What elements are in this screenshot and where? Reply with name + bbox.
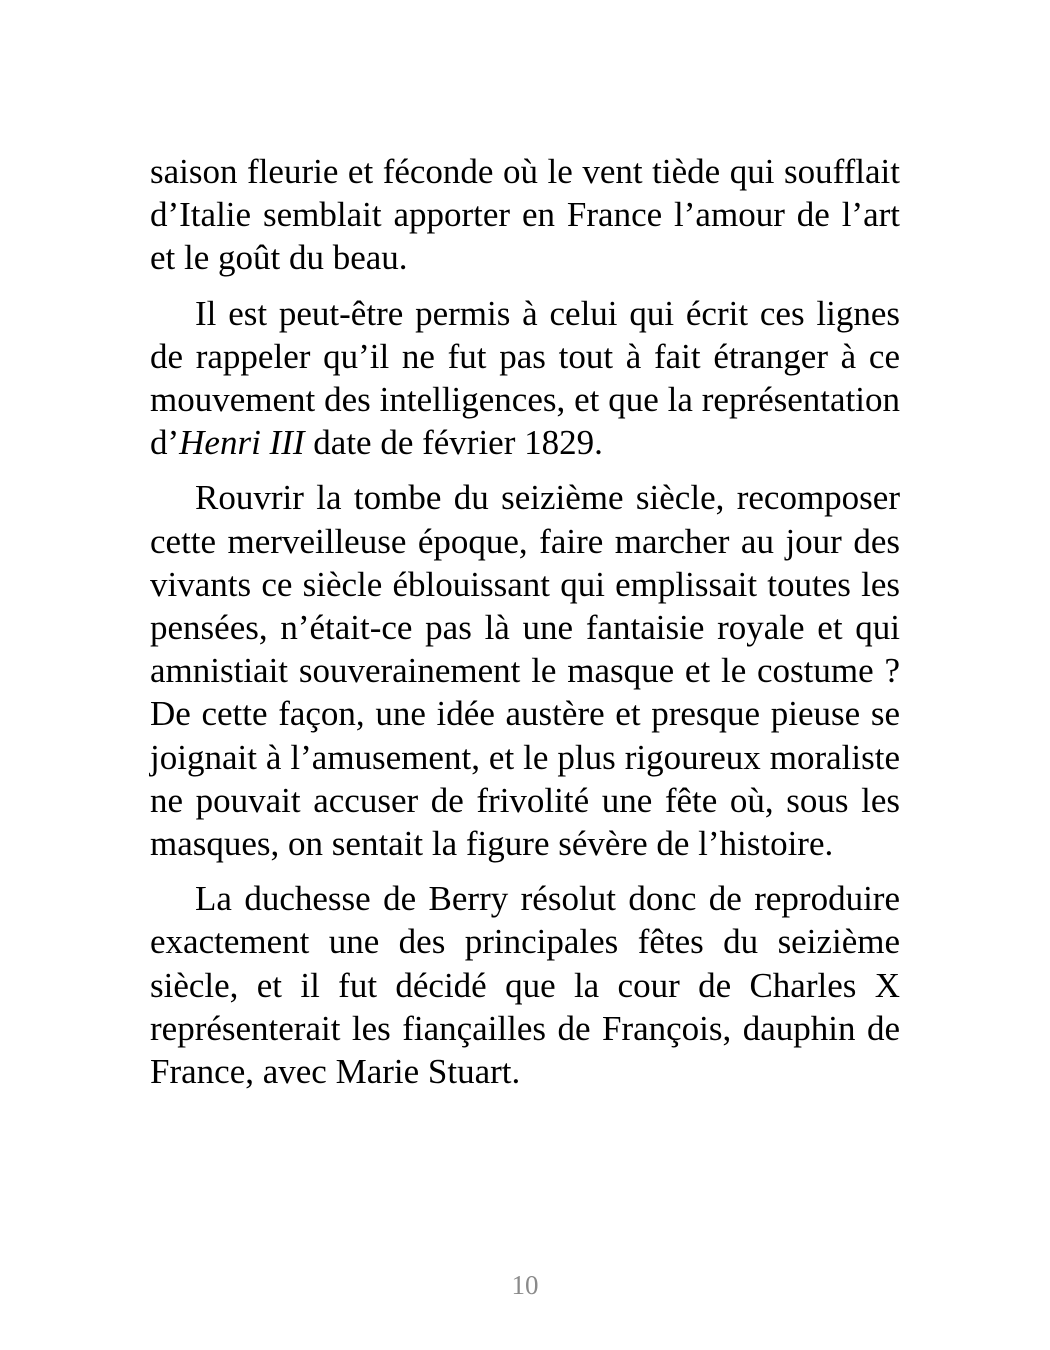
page-number: 10: [511, 1270, 539, 1300]
work-title-henri-iii: Henri III: [179, 423, 305, 463]
paragraph-2-text-b: date de février 1829.: [304, 423, 603, 463]
page-body: [150, 150, 900, 1105]
paragraph-3: [150, 476, 900, 865]
paragraph-1-text: saison fleurie et féconde où le vent tiède qui soufflait d’Italie semblait apporter en France l’amour de l’art et le goût du beau.: [150, 152, 900, 278]
paragraph-4-text: La duchesse de Berry résolut donc de reproduire exactement une des principales fêtes du seizième siècle, et il fut décidé que la cour de Charles X représenterait les fiançailles de François, dauphin de France, avec Marie Stuart.: [150, 879, 900, 1092]
paragraph-4: [150, 877, 900, 1093]
paragraph-1: [150, 150, 900, 280]
paragraph-2: [150, 292, 900, 465]
paragraph-3-text: Rouvrir la tombe du seizième siècle, recomposer cette merveilleuse époque, faire marcher au jour des vivants ce siècle éblouissant qui emplissait toutes les pensées, n’était-ce pas là une fantaisie royale et qui amnistiait souverainement le masque et le costume ? De cette façon, une idée austère et presque pieuse se joignait à l’amusement, et le plus rigoureux moraliste ne pouvait accuser de frivolité une fête où, sous les masques, on sentait la figure sévère de l’histoire.: [150, 478, 900, 864]
paragraph-2-text-a: Il est peut-être permis à celui qui écrit ces lignes de rappeler qu’il ne fut pas tout à fait étranger à ce mouvement des intelligences, et que la représentation d’: [150, 293, 900, 463]
